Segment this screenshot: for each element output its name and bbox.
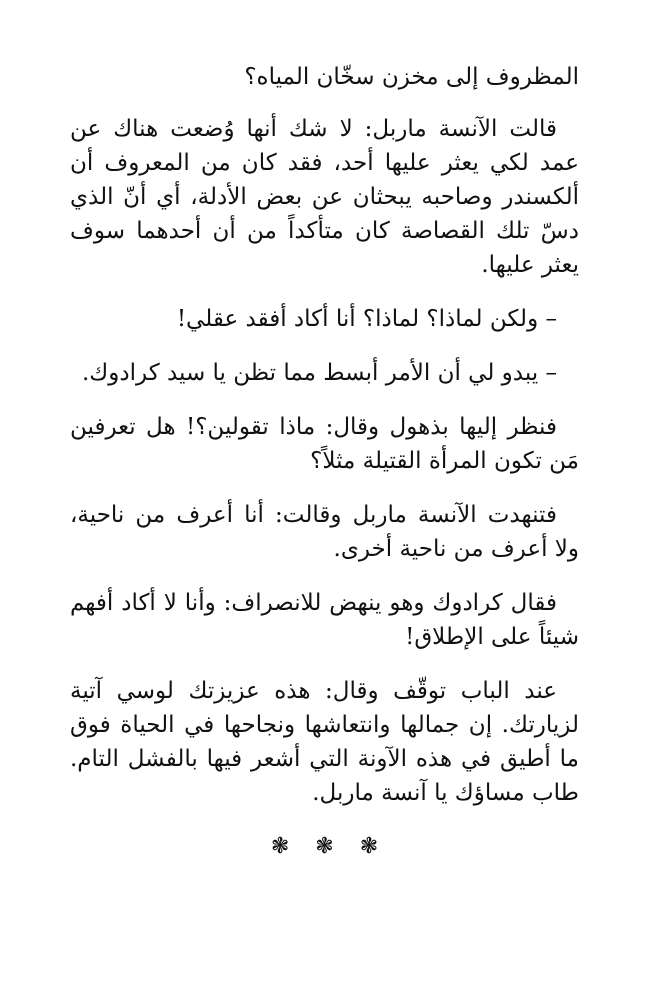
ornament-icon: ❃ — [315, 834, 334, 859]
paragraph-marple-explains: قالت الآنسة ماربل: لا شك أنها وُضعت هناك عن عمد لكي يعثر عليها أحد، فقد كان من المعروف أن ألكسندر وصاحبه يبحثان عن بعض الأدلة، أي أنّ الذي دسّ تلك القصاصة كان متأكداً من أن أحدهما سوف يعثر عليها. — [70, 116, 579, 278]
dialogue-line-simpler: – يبدو لي أن الأمر أبسط مما تظن يا سيد كرادوك. — [82, 360, 557, 386]
book-page — [70, 60, 579, 859]
paragraph-craddock-leaves: فقال كرادوك وهو ينهض للانصراف: وأنا لا أكاد أفهم شيئاً على الإطلاق! — [70, 590, 579, 650]
paragraph-marple-sighs: فتنهدت الآنسة ماربل وقالت: أنا أعرف من ناحية، ولا أعرف من ناحية أخرى. — [70, 502, 579, 562]
ornament-icon: ❃ — [270, 834, 290, 859]
paragraph-at-door: عند الباب توقّف وقال: هذه عزيزتك لوسي آتية لزيارتك. إن جمالها وانتعاشها ونجاحها في الحياة فوق ما أطيق في هذه الآونة التي أشعر فيها بالفشل التام. طاب مساؤك يا آنسة ماربل. — [70, 678, 579, 806]
paragraph-astonished: فنظر إليها بذهول وقال: ماذا تقولين؟! هل تعرفين مَن تكون المرأة القتيلة مثلاً؟ — [70, 414, 579, 474]
ornament-icon: ❃ — [359, 834, 379, 859]
section-separator — [70, 834, 579, 859]
dialogue-line-why: – ولكن لماذا؟ لماذا؟ أنا أكاد أفقد عقلي! — [176, 306, 557, 332]
paragraph-continuation: المظروف إلى مخزن سخّان المياه؟ — [244, 64, 579, 90]
